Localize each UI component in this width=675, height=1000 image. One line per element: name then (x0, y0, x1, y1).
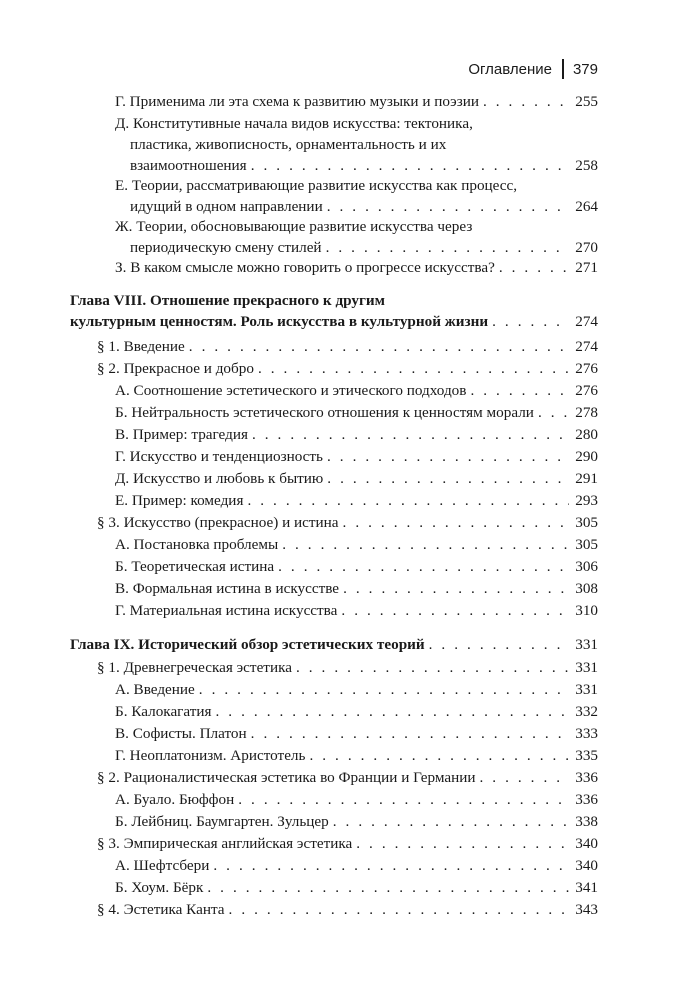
toc-entry-title-continued: пластика, живописность, орнаментальность и их (130, 136, 447, 153)
toc-entry-page: 341 (575, 879, 598, 896)
toc-entry[interactable] (115, 490, 598, 511)
toc-entry[interactable] (97, 512, 598, 533)
toc-entry-title-continued: взаимоотношения (130, 157, 247, 174)
leader-dots (429, 634, 570, 655)
toc-entry[interactable] (115, 424, 598, 445)
toc-entry[interactable] (97, 767, 598, 788)
leader-dots (327, 196, 570, 217)
leader-dots (341, 600, 569, 621)
toc-entry[interactable] (115, 855, 598, 876)
toc-entry-page: 280 (575, 426, 598, 443)
toc-entry-page: 290 (575, 448, 598, 465)
toc-entry[interactable] (115, 534, 598, 555)
toc-entry-page: 278 (575, 404, 598, 421)
toc-entry-title: А. Введение (115, 681, 195, 698)
leader-dots (343, 578, 569, 599)
toc-entry-page: 305 (575, 536, 598, 553)
toc-entry-page: 308 (575, 580, 598, 597)
toc-entry[interactable] (115, 257, 598, 278)
leader-dots (356, 833, 569, 854)
toc-entry[interactable] (115, 877, 598, 898)
leader-dots (252, 424, 569, 445)
leader-dots (216, 701, 570, 722)
toc-entry-page: 291 (575, 470, 598, 487)
leader-dots (199, 679, 569, 700)
leader-dots (247, 490, 569, 511)
leader-dots (207, 877, 569, 898)
toc-entry-page: 340 (575, 857, 598, 874)
toc-entry-page: 264 (575, 198, 598, 215)
toc-entry-title: Г. Применима ли эта схема к развитию музыки и поэзии (115, 93, 479, 110)
chapter-page: 274 (575, 313, 598, 330)
leader-dots (327, 468, 569, 489)
toc-entry-page: 331 (575, 659, 598, 676)
toc-entry-title: Б. Лейбниц. Баумгартен. Зульцер (115, 813, 329, 830)
toc-entry-title: Д. Искусство и любовь к бытию (115, 470, 324, 487)
toc-entry-title: § 3. Эмпирическая английская эстетика (97, 835, 353, 852)
toc-entry-title-continued: периодическую смену стилей (130, 239, 322, 256)
toc-entry-title: § 1. Введение (97, 338, 185, 355)
leader-dots (479, 767, 569, 788)
toc-entry-page: 255 (575, 93, 598, 110)
toc-entry-page: 343 (575, 901, 598, 918)
toc-entry-page: 305 (575, 514, 598, 531)
toc-entry-title: А. Соотношение эстетического и этического подходов (115, 382, 467, 399)
toc-entry-title: З. В каком смысле можно говорить о прогрессе искусства? (115, 259, 495, 276)
leader-dots (229, 899, 570, 920)
toc-entry-page: 270 (575, 239, 598, 256)
toc-entry[interactable] (97, 899, 598, 920)
toc-entry[interactable] (115, 468, 598, 489)
leader-dots (189, 336, 569, 357)
toc-entry-title: Е. Теории, рассматривающие развитие искусства как процесс, (115, 177, 518, 194)
toc-entry-title: Е. Пример: комедия (115, 492, 244, 509)
page-number: 379 (572, 60, 598, 78)
toc-entry-title: Б. Нейтральность эстетического отношения к ценностям морали (115, 404, 534, 421)
toc-entry-title: § 3. Искусство (прекрасное) и истина (97, 514, 339, 531)
toc-entry[interactable] (97, 657, 598, 678)
toc-entry-page: 331 (575, 681, 598, 698)
leader-dots (483, 91, 569, 112)
toc-entry-page: 336 (575, 791, 598, 808)
toc-entry-title: А. Шефтсбери (115, 857, 210, 874)
toc-entry[interactable] (115, 745, 598, 766)
chapter-title-continued: культурным ценностям. Роль искусства в культурной жизни (70, 313, 489, 330)
leader-dots (251, 155, 570, 176)
toc-entry-page: 306 (575, 558, 598, 575)
toc-entry-title-continued: идущий в одном направлении (130, 198, 323, 215)
chapter-page: 331 (575, 636, 598, 653)
toc-entry[interactable] (115, 556, 598, 577)
toc-entry-title: Б. Хоум. Бёрк (115, 879, 204, 896)
toc-entry-title: В. Софисты. Платон (115, 725, 247, 742)
toc-entry-title: В. Пример: трагедия (115, 426, 248, 443)
toc-entry[interactable] (115, 811, 598, 832)
toc-entry-page: 276 (575, 382, 598, 399)
toc-entry-title: Д. Конститутивные начала видов искусства: тектоника, (115, 115, 473, 132)
toc-entry-page: 271 (575, 259, 598, 276)
chapter-title: Глава VIII. Отношение прекрасного к другим (70, 292, 385, 309)
toc-entry-page: 338 (575, 813, 598, 830)
toc-entry-title: § 2. Рационалистическая эстетика во Франции и Германии (97, 769, 476, 786)
toc-entry-title: Ж. Теории, обосновывающие развитие искусства через (115, 218, 473, 235)
toc-entry-title: Б. Калокагатия (115, 703, 212, 720)
toc-entry-page: 332 (575, 703, 598, 720)
toc-entry-title: А. Постановка проблемы (115, 536, 279, 553)
leader-dots (296, 657, 569, 678)
chapter-title: Глава IX. Исторический обзор эстетических теорий (70, 636, 425, 653)
toc-entry[interactable] (97, 833, 598, 854)
toc-entry-title: Г. Материальная истина искусства (115, 602, 338, 619)
toc-entry-page: 336 (575, 769, 598, 786)
leader-dots (538, 402, 569, 423)
leader-dots (499, 257, 569, 278)
leader-dots (213, 855, 569, 876)
toc-entry-title: Г. Неоплатонизм. Аристотель (115, 747, 306, 764)
toc-entry-page: 333 (575, 725, 598, 742)
chapter-heading[interactable] (70, 290, 598, 332)
leader-dots (470, 380, 569, 401)
leader-dots (309, 745, 569, 766)
toc-entry[interactable] (115, 446, 598, 467)
toc-entry-page: 258 (575, 157, 598, 174)
toc-entry-page: 340 (575, 835, 598, 852)
leader-dots (278, 556, 569, 577)
toc-entry[interactable] (115, 113, 598, 176)
leader-dots (492, 311, 569, 332)
running-header-title: Оглавление (468, 60, 552, 78)
toc-entry[interactable] (115, 380, 598, 401)
toc-entry-page: 276 (575, 360, 598, 377)
toc-entry[interactable] (115, 91, 598, 112)
toc-entry-page: 335 (575, 747, 598, 764)
toc-entry[interactable] (115, 578, 598, 599)
toc-entry-page: 293 (575, 492, 598, 509)
leader-dots (327, 446, 569, 467)
toc-entry[interactable] (97, 336, 598, 357)
toc-entry[interactable] (97, 358, 598, 379)
leader-dots (326, 237, 570, 258)
leader-dots (251, 723, 570, 744)
leader-dots (282, 534, 569, 555)
toc-entry[interactable] (115, 789, 598, 810)
toc-entry[interactable] (115, 600, 598, 621)
leader-dots (333, 811, 569, 832)
leader-dots (258, 358, 569, 379)
toc-entry-page: 310 (575, 602, 598, 619)
leader-dots (343, 512, 570, 533)
toc-entry-title: § 1. Древнегреческая эстетика (97, 659, 292, 676)
toc-entry-title: А. Буало. Бюффон (115, 791, 235, 808)
toc-entry-title: Б. Теоретическая истина (115, 558, 275, 575)
chapter-heading[interactable] (70, 634, 598, 655)
toc-entry[interactable] (115, 679, 598, 700)
toc-entry-page: 274 (575, 338, 598, 355)
toc-entry-title: § 2. Прекрасное и добро (97, 360, 254, 377)
toc-entry-title: В. Формальная истина в искусстве (115, 580, 340, 597)
toc-entry[interactable] (115, 701, 598, 722)
leader-dots (238, 789, 569, 810)
toc-entry[interactable] (115, 723, 598, 744)
toc-entry[interactable] (115, 175, 598, 217)
toc-entry-title: § 4. Эстетика Канта (97, 901, 225, 918)
toc-entry-title: Г. Искусство и тенденциозность (115, 448, 323, 465)
toc-entry[interactable] (115, 402, 598, 423)
toc-entry[interactable] (115, 216, 598, 258)
